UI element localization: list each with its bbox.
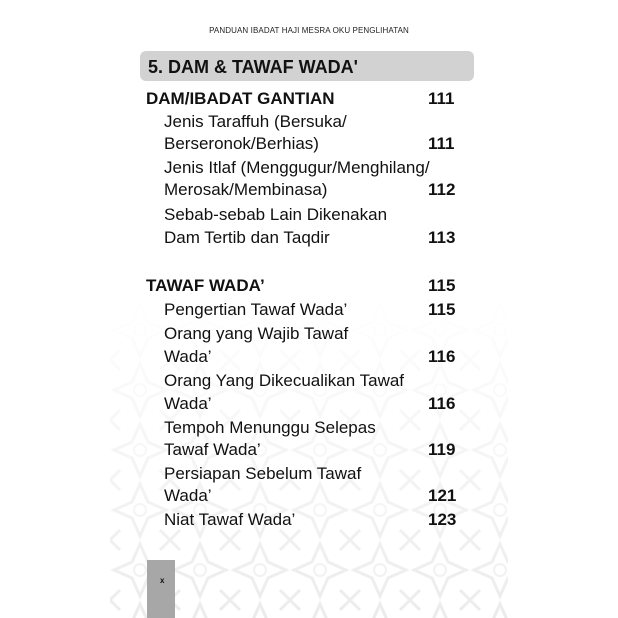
book-page [110,0,508,618]
toc-item-page: 123 [428,510,457,529]
section-title-bar [140,51,474,81]
toc-item-page: 116 [428,347,456,366]
toc-item-line: Persiapan Sebelum Tawaf [164,464,362,483]
toc-heading-dam: DAM/IBADAT GANTIAN [146,89,335,108]
toc-item-line: Jenis Taraffuh (Bersuka/ [164,112,347,131]
toc-item-line: Niat Tawaf Wada’ [164,510,296,529]
page-number: x [160,576,165,585]
toc-item-line: Tempoh Menunggu Selepas [164,418,376,437]
toc-item-line: Orang yang Wajib Tawaf [164,324,349,343]
toc-item-page: 115 [428,300,456,319]
toc-heading-page: 115 [428,276,456,295]
toc-item-line: Merosak/Membinasa) [164,180,328,199]
page-header: PANDUAN IBADAT HAJI MESRA OKU PENGLIHATAN [209,26,409,35]
toc-item-page: 121 [428,486,457,505]
toc-item-line: Sebab-sebab Lain Dikenakan [164,205,388,224]
toc-item-line: Dam Tertib dan Taqdir [164,228,330,247]
toc-item-page: 112 [428,180,456,199]
toc-item-page: 116 [428,394,456,413]
toc-item-page: 111 [428,134,455,153]
toc-item-line: Orang Yang Dikecualikan Tawaf [164,371,405,390]
toc-heading-page: 111 [428,89,455,108]
toc-item-page: 113 [428,228,456,247]
section-title: 5. DAM & TAWAF WADA' [148,57,358,77]
toc-item-line: Berseronok/Berhias) [164,134,319,153]
toc-item-line: Jenis Itlaf (Menggugur/Menghilang/ [164,158,430,177]
page-edge-tab [147,560,175,618]
toc-item-page: 119 [428,440,456,459]
toc-item-line: Tawaf Wada’ [164,440,261,459]
toc-heading-tawaf: TAWAF WADA’ [146,276,265,295]
toc-item-line: Wada’ [164,347,212,366]
toc-item-line: Wada’ [164,394,212,413]
toc-item-line: Wada’ [164,486,212,505]
toc-item-line: Pengertian Tawaf Wada’ [164,300,348,319]
